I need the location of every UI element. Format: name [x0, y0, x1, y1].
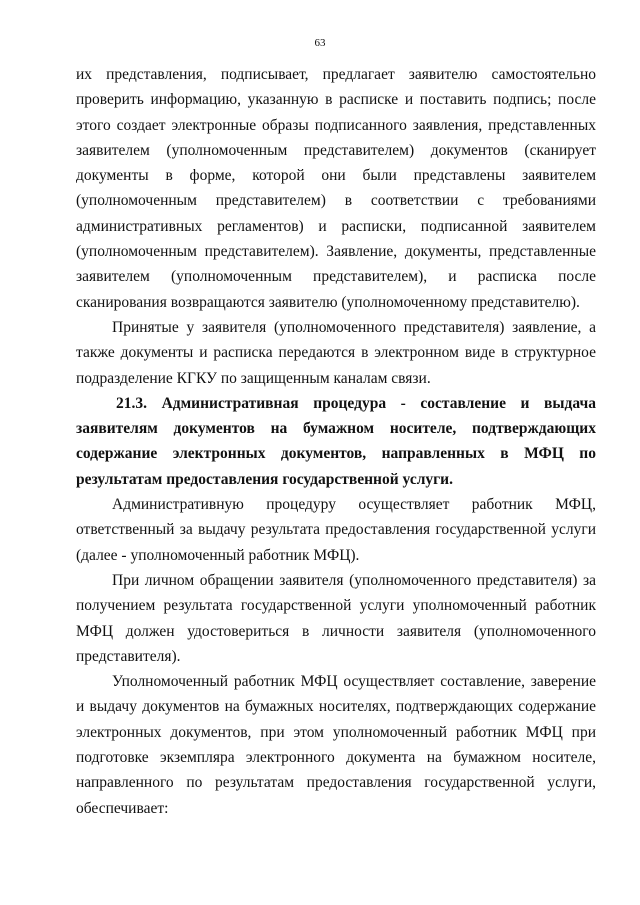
- body-paragraph: Принятые у заявителя (уполномоченного представителя) заявление, а также документы и расписка передаются в электронном виде в структурное подразделение КГКУ по защищенным каналам связи.: [76, 318, 596, 387]
- body-paragraph: Административную процедуру осуществляет работник МФЦ, ответственный за выдачу результата предоставления государственной услуги (далее - уполномоченный работник МФЦ).: [76, 496, 596, 564]
- body-paragraph: Уполномоченный работник МФЦ осуществляет составление, заверение и выдачу документов на бумажных носителях, подтверждающих содержание электронных документов, при этом уполномоченный работник МФЦ при подготовке экземпляра электронного документа на бумажном носителе, направленного по результатам предоставления государственной услуги, обеспечивает:: [76, 673, 596, 817]
- page-number: 63: [314, 37, 326, 49]
- document-body: [76, 62, 596, 821]
- body-paragraph: их представления, подписывает, предлагает заявителю самостоятельно проверить информацию, указанную в расписке и поставить подпись; после этого создает электронные образы подписанного заявления, представленных заявителем (уполномоченным представителем) документов (сканирует документы в форме, которой они были представлены заявителем (уполномоченным представителем) в соответствии с требованиями административных регламентов) и расписки, подписанной заявителем (уполномоченным представителем). Заявление, документы, представленные заявителем (уполномоченным представителем), и расписка после сканирования возвращаются заявителю (уполномоченному представителю).: [76, 66, 596, 311]
- section-heading: 21.3. Административная процедура - составление и выдача заявителям документов на бумажном носителе, подтверждающих содержание электронных документов, направленных в МФЦ по результатам предоставления государственной услуги.: [76, 394, 596, 488]
- body-paragraph: При личном обращении заявителя (уполномоченного представителя) за получением результата государственной услуги уполномоченный работник МФЦ должен удостовериться в личности заявителя (уполномоченного представителя).: [76, 571, 596, 665]
